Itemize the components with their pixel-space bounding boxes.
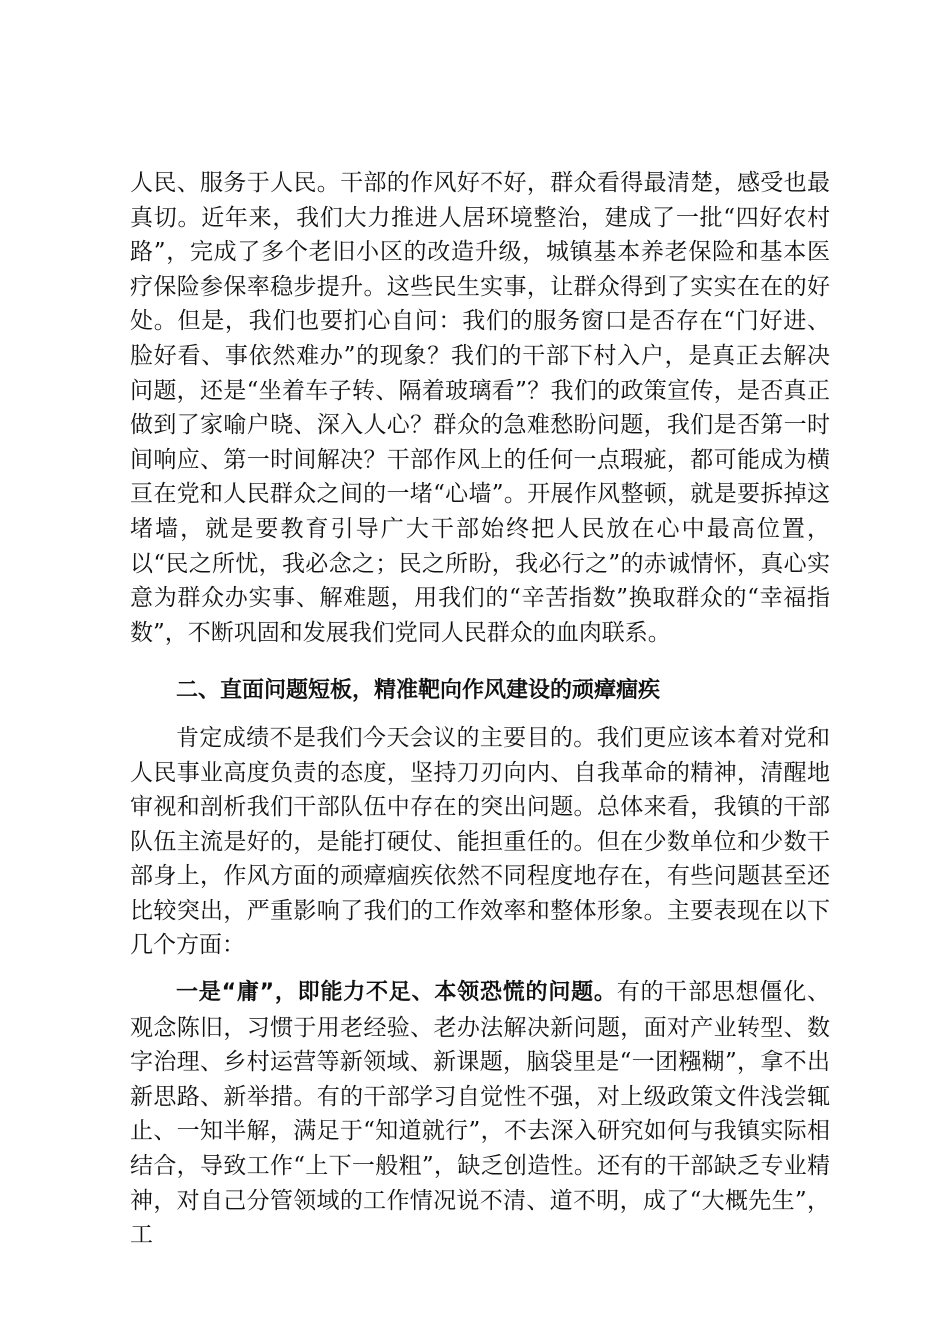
body-paragraph: 人民、服务于人民。干部的作风好不好，群众看得最清楚，感受也最真切。近年来，我们大力推进人居环境整治，建成了一批“四好农村路”，完成了多个老旧小区的改造升级，城镇基本养老保险和基本医疗保险参保率稳步提升。这些民生实事，让群众得到了实实在在的好处。但是，我们也要扪心自问：我们的服务窗口是否存在“门好进、脸好看、事依然难办”的现象？我们的干部下村入户，是真正去解决问题，还是“坐着车子转、隔着玻璃看”？我们的政策宣传，是否真正做到了家喻户晓、深入人心？群众的急难愁盼问题，我们是否第一时间响应、第一时间解决？干部作风上的任何一点瑕疵，都可能成为横亘在党和人民群众之间的一堵“心墙”。开展作风整顿，就是要拆掉这堵墙，就是要教育引导广大干部始终把人民放在心中最高位置，以“民之所忧，我必念之；民之所盼，我必行之”的赤诚情怀，真心实意为群众办实事、解难题，用我们的“辛苦指数”换取群众的“幸福指数”，不断巩固和发展我们党同人民群众的血肉联系。 bbox=[130, 170, 830, 646]
paragraph-gap bbox=[130, 963, 830, 975]
paragraph-body: 有的干部思想僵化、观念陈旧，习惯于用老经验、老办法解决新问题，面对产业转型、数字治理、乡村运营等新领域、新课题，脑袋里是“一团糨糊”，拿不出新思路、新举措。有的干部学习自觉性不强，对上级政策文件浅尝辄止、一知半解，满足于“知道就行”，不去深入研究如何与我镇实际相结合，导致工作“上下一般粗”，缺乏创造性。还有的干部缺乏专业精神，对自己分管领域的工作情况说不清、道不明，成了“大概先生”，工 bbox=[130, 979, 831, 1249]
body-paragraph: 肯定成绩不是我们今天会议的主要目的。我们更应该本着对党和人民事业高度负责的态度，坚持刀刃向内、自我革命的精神，清醒地审视和剖析我们干部队伍中存在的突出问题。总体来看，我镇的干部队伍主流是好的，是能打硬仗、能担重任的。但在少数单位和少数干部身上，作风方面的顽瘴痼疾依然不同程度地存在，有些问题甚至还比较突出，严重影响了我们的工作效率和整体形象。主要表现在以下几个方面： bbox=[130, 724, 830, 959]
section-heading: 二、直面问题短板，精准靶向作风建设的顽瘴痼疾 bbox=[176, 678, 661, 704]
document-page bbox=[130, 166, 830, 1253]
paragraph-gap bbox=[130, 650, 830, 662]
body-paragraph bbox=[130, 975, 830, 1253]
paragraph-lead: 一是“庸”，即能力不足、本领恐慌的问题。 bbox=[176, 980, 617, 1006]
